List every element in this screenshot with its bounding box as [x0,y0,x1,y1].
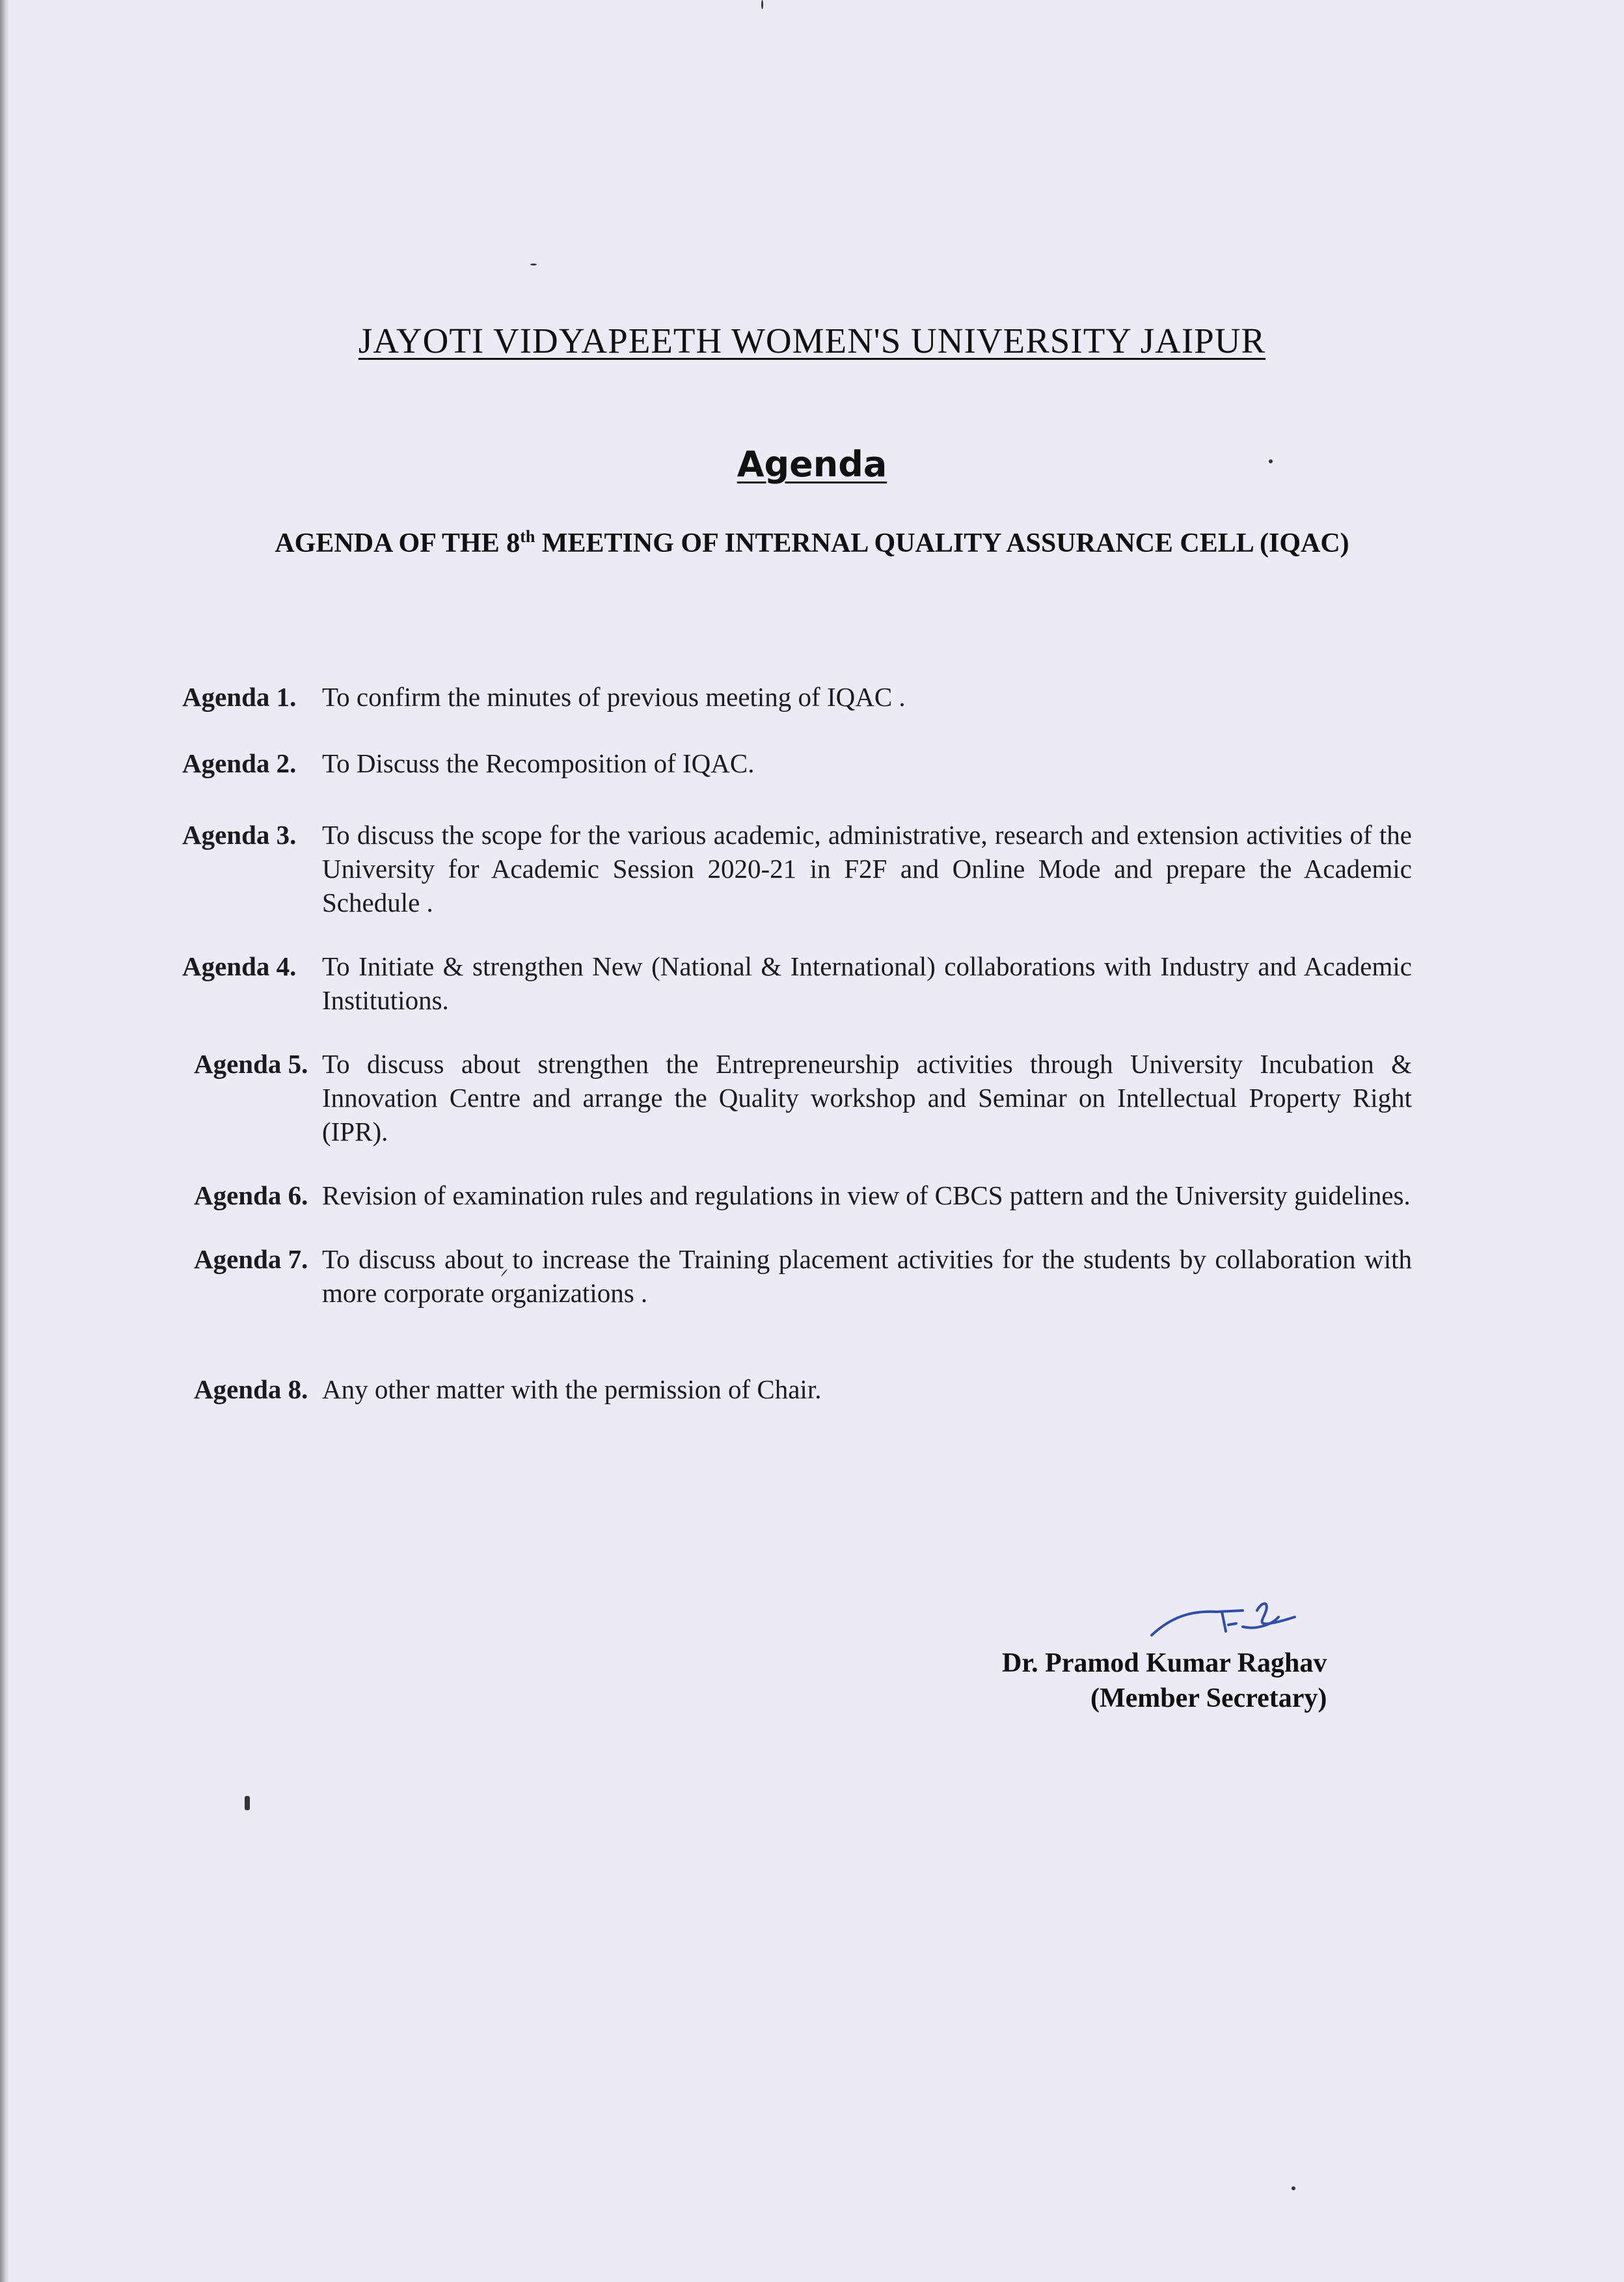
university-title: JAYOTI VIDYAPEETH WOMEN'S UNIVERSITY JAIPUR [358,321,1266,360]
agenda-label: Agenda 5. [194,1049,308,1079]
subtitle-ordinal: th [520,527,535,546]
document-heading: Agenda [737,444,887,485]
subtitle-suffix: MEETING OF INTERNAL QUALITY ASSURANCE CELL (IQAC) [535,528,1349,558]
agenda-label: Agenda 6. [194,1180,308,1210]
meeting-subtitle [0,527,1624,559]
agenda-text: To discuss about to increase the Training placement activities for the students by collaboration with more corporate organizations . [322,1244,1412,1308]
scan-speck [245,1796,250,1810]
agenda-label: Agenda 7. [194,1244,308,1274]
agenda-item [182,949,1412,1017]
agenda-text: To discuss about strengthen the Entrepreneurship activities through University Incubation & Innovation Centre and arrange the Quality workshop and Seminar on Intellectual Property Right (IPR). [322,1049,1412,1147]
agenda-text: To Initiate & strengthen New (National & International) collaborations with Industry and Academic Institutions. [322,951,1412,1015]
agenda-text: To confirm the minutes of previous meeting of IQAC . [322,682,906,712]
agenda-item [182,680,1412,714]
agenda-text: To Discuss the Recomposition of IQAC. [322,748,755,778]
agenda-item [182,1178,1412,1212]
agenda-item [182,746,1412,780]
agenda-label: Agenda 4. [182,951,297,981]
agenda-label: Agenda 8. [194,1374,308,1404]
scan-speck [761,0,763,9]
signature-stroke [1222,1612,1236,1631]
subtitle-prefix: AGENDA OF THE 8 [275,528,521,558]
agenda-text: To discuss the scope for the various academic, administrative, research and extension activities of the University for Academic Session 2020-21 in F2F and Online Mode and prepare the Academic Schedule . [322,820,1412,917]
signatory-title: (Member Secretary) [1090,1683,1327,1713]
agenda-item [182,1047,1412,1148]
handwritten-signature [1145,1591,1301,1643]
scan-speck [1292,2186,1295,2190]
signature-stroke [1243,1603,1295,1627]
agenda-label: Agenda 3. [182,820,297,850]
signatory-name: Dr. Pramod Kumar Raghav [1002,1648,1327,1678]
scan-speck [530,264,537,265]
agenda-item [182,1242,1412,1310]
agenda-label: Agenda 2. [182,748,297,778]
agenda-item [182,818,1412,919]
agenda-list [182,680,1412,1406]
signature-stroke [1152,1610,1243,1635]
agenda-label: Agenda 1. [182,682,297,712]
agenda-item [182,1372,1412,1406]
agenda-text: Any other matter with the permission of Chair. [322,1374,822,1404]
agenda-text: Revision of examination rules and regulations in view of CBCS pattern and the University guidelines. [322,1180,1411,1210]
